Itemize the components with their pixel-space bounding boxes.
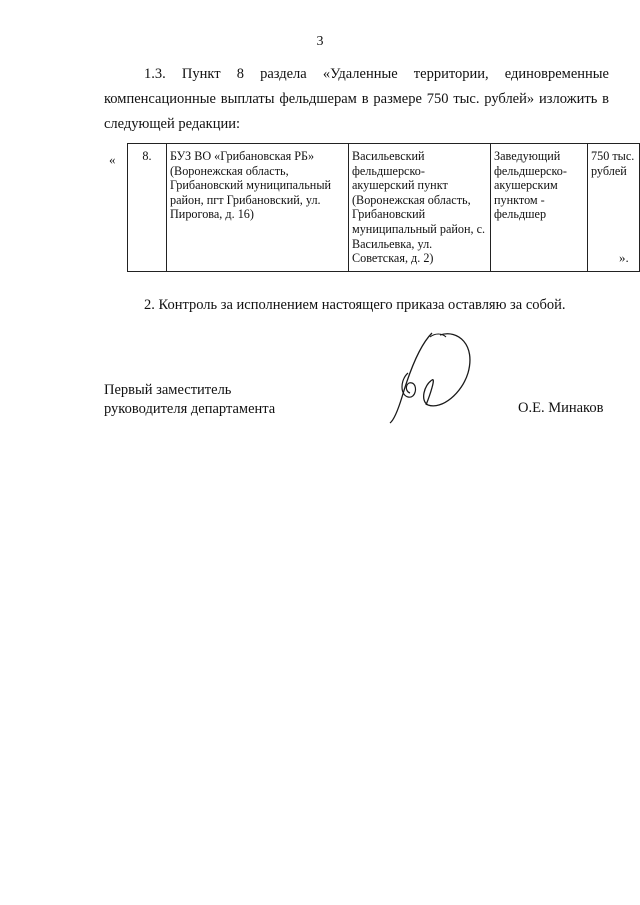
handwritten-signature — [380, 325, 490, 425]
position-cell: Заведующий фельдшерско-акушерским пунктом - фельдшер — [491, 144, 588, 272]
signatory-name: О.Е. Минаков — [518, 400, 604, 416]
row-number-cell: 8. — [128, 144, 167, 272]
closing-quote: ». — [619, 250, 629, 265]
amendment-table — [127, 143, 640, 272]
payment-amount-cell: 750 тыс. рублей — [588, 144, 640, 272]
table-row — [128, 144, 640, 272]
signatory-title-line-1: Первый заместитель — [104, 382, 232, 398]
page-number: 3 — [316, 34, 324, 49]
section-1-3-paragraph: 1.3. Пункт 8 раздела «Удаленные территории, единовременные компенсационные выплаты фельдшерам в размере 750 тыс. рублей» изложить в следующей редакции: — [104, 66, 609, 132]
signatory-title — [104, 381, 275, 419]
medical-point-cell: Васильевский фельдшерско-акушерский пункт (Воронежская область, Грибановский муниципальный район, с. Васильевка, ул. Советская, д. 2) — [349, 144, 491, 272]
organization-cell: БУЗ ВО «Грибановская РБ» (Воронежская область, Грибановский муниципальный район, пгт Грибановский, ул. Пирогова, д. 16) — [167, 144, 349, 272]
signatory-title-line-2: руководителя департамента — [104, 401, 276, 417]
section-2-paragraph: 2. Контроль за исполнением настоящего приказа оставляю за собой. — [144, 297, 566, 313]
opening-quote: « — [109, 152, 116, 167]
